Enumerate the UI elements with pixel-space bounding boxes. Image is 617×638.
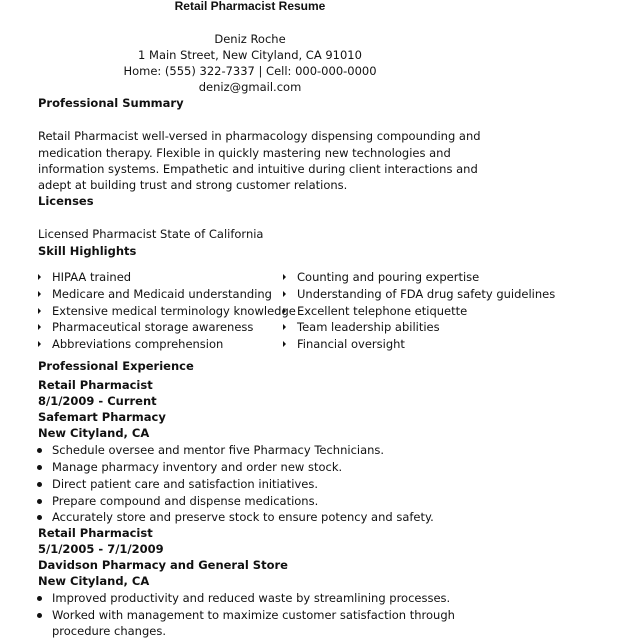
job-duty: Manage pharmacy inventory and order new stock. [52, 460, 342, 474]
triangle-bullet-icon [283, 324, 286, 330]
bullet-icon [37, 596, 42, 601]
skill-item: Financial oversight [297, 337, 405, 351]
summary-line: information systems. Empathetic and intuitive during client interactions and [38, 162, 478, 176]
resume-title: Retail Pharmacist Resume [174, 0, 326, 13]
license-text: Licensed Pharmacist State of California [38, 227, 264, 241]
job-dates: 5/1/2005 - 7/1/2009 [38, 542, 164, 556]
skill-item: Excellent telephone etiquette [297, 304, 467, 318]
licenses-heading: Licenses [38, 194, 94, 208]
skill-item: Extensive medical terminology knowledge [52, 304, 296, 318]
job-company: Safemart Pharmacy [38, 410, 166, 424]
contact-name: Deniz Roche [214, 32, 286, 46]
skill-item: Medicare and Medicaid understanding [52, 287, 272, 301]
bullet-icon [37, 499, 42, 504]
job-duty: Prepare compound and dispense medications. [52, 494, 318, 508]
summary-line: Retail Pharmacist well-versed in pharmacology dispensing compounding and [38, 129, 481, 143]
bullet-icon [37, 465, 42, 470]
skill-item: HIPAA trained [52, 270, 131, 284]
contact-address: 1 Main Street, New Cityland, CA 91010 [138, 48, 362, 62]
job-dates: 8/1/2009 - Current [38, 394, 157, 408]
job-location: New Cityland, CA [38, 426, 150, 440]
skill-item: Understanding of FDA drug safety guidelines [297, 287, 555, 301]
bullet-icon [37, 448, 42, 453]
triangle-bullet-icon [283, 341, 286, 347]
job-duty-continuation: procedure changes. [52, 624, 166, 638]
experience-heading: Professional Experience [38, 359, 194, 373]
triangle-bullet-icon [38, 308, 41, 314]
job-title: Retail Pharmacist [38, 378, 153, 392]
job-duty: Accurately store and preserve stock to ensure potency and safety. [52, 510, 434, 524]
summary-heading: Professional Summary [38, 96, 184, 110]
skill-item: Team leadership abilities [297, 320, 440, 334]
bullet-icon [37, 515, 42, 520]
job-company: Davidson Pharmacy and General Store [38, 558, 288, 572]
job-title: Retail Pharmacist [38, 526, 153, 540]
triangle-bullet-icon [38, 324, 41, 330]
job-duty: Direct patient care and satisfaction initiatives. [52, 477, 318, 491]
triangle-bullet-icon [283, 291, 286, 297]
skill-item: Pharmaceutical storage awareness [52, 320, 253, 334]
bullet-icon [37, 613, 42, 618]
contact-phones: Home: (555) 322-7337 | Cell: 000-000-0000 [123, 64, 377, 78]
contact-email: deniz@gmail.com [198, 80, 302, 94]
job-duty: Schedule oversee and mentor five Pharmacy Technicians. [52, 443, 384, 457]
skill-item: Abbreviations comprehension [52, 337, 223, 351]
triangle-bullet-icon [38, 291, 41, 297]
triangle-bullet-icon [283, 274, 286, 280]
bullet-icon [37, 482, 42, 487]
summary-line: adept at building trust and strong customer relations. [38, 178, 348, 192]
job-duty: Worked with management to maximize customer satisfaction through [52, 608, 455, 622]
skills-heading: Skill Highlights [38, 244, 137, 258]
job-location: New Cityland, CA [38, 574, 150, 588]
summary-line: medication therapy. Flexible in quickly mastering new technologies and [38, 146, 451, 160]
triangle-bullet-icon [283, 308, 286, 314]
job-duty: Improved productivity and reduced waste by streamlining processes. [52, 591, 450, 605]
skill-item: Counting and pouring expertise [297, 270, 479, 284]
triangle-bullet-icon [38, 341, 41, 347]
triangle-bullet-icon [38, 274, 41, 280]
